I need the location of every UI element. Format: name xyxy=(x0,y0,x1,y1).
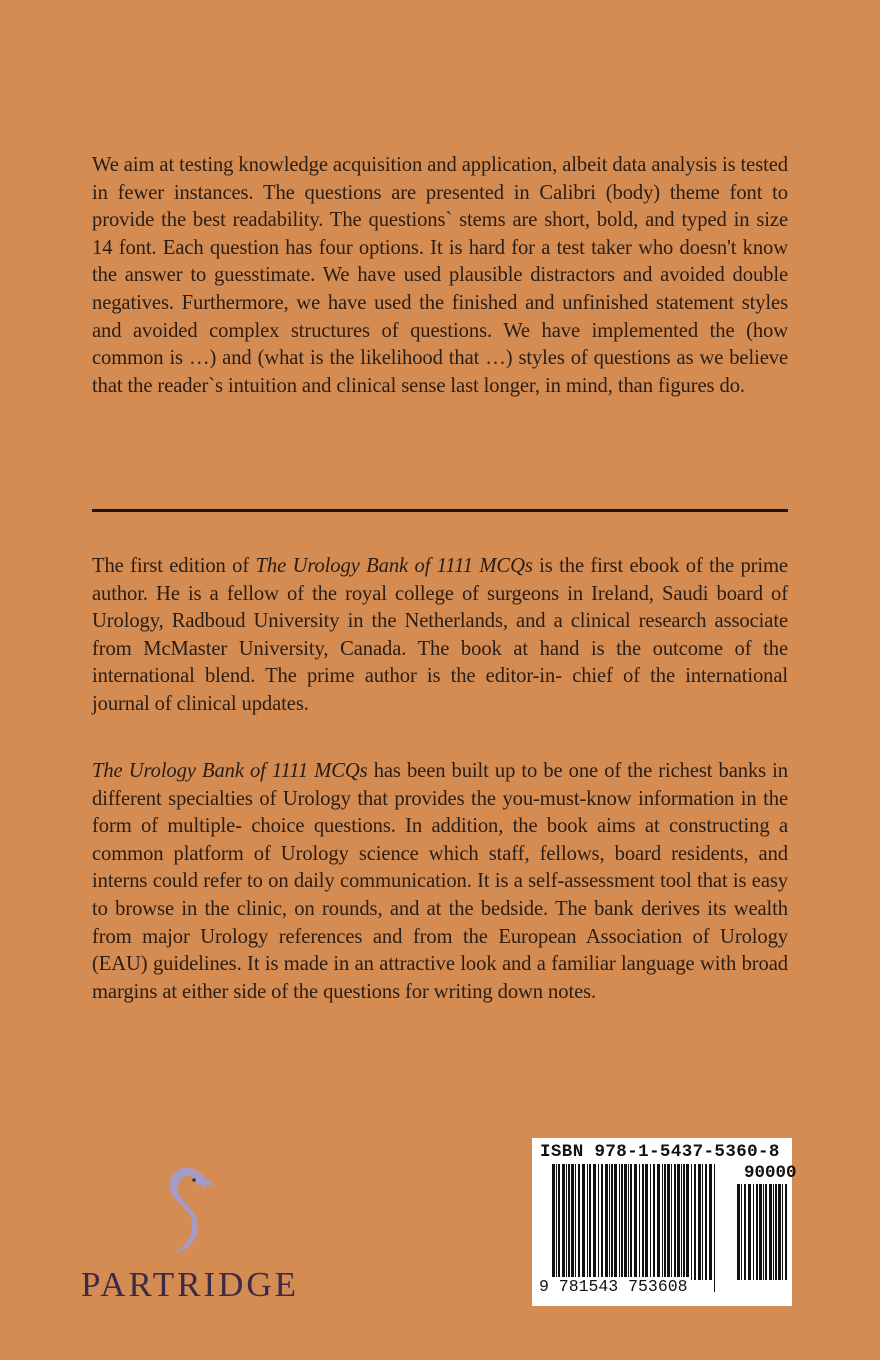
barcode-bar xyxy=(653,1164,655,1280)
barcode-bar xyxy=(566,1164,567,1280)
barcode-bar xyxy=(575,1164,576,1280)
partridge-bird-icon xyxy=(150,1158,220,1258)
barcode-bar xyxy=(664,1164,666,1280)
barcode-bar xyxy=(650,1164,651,1280)
barcode-bar xyxy=(634,1164,637,1292)
barcode-bar xyxy=(705,1164,707,1280)
barcode-bar xyxy=(601,1164,603,1280)
barcode-bar xyxy=(621,1164,623,1280)
barcode-bar xyxy=(769,1184,772,1280)
isbn-number: ISBN 978-1-5437-5360-8 xyxy=(540,1142,780,1162)
barcode-bar xyxy=(657,1164,660,1280)
section-divider xyxy=(92,509,788,512)
barcode-bar xyxy=(763,1184,764,1280)
barcode-bar xyxy=(782,1184,783,1280)
barcode-bar xyxy=(593,1164,596,1280)
barcode-bar xyxy=(624,1164,627,1280)
barcode-bar xyxy=(642,1164,644,1280)
barcode-bar xyxy=(759,1184,762,1280)
price-addon-bars xyxy=(737,1184,787,1292)
ean-digits: 9 781543 753608 xyxy=(539,1277,688,1296)
price-code: 90000 xyxy=(744,1163,797,1183)
barcode-bar xyxy=(667,1164,670,1280)
book-title: The Urology Bank of 1111 MCQs xyxy=(255,555,533,577)
barcode-bar xyxy=(552,1164,555,1292)
barcode-bar xyxy=(683,1164,685,1280)
ean-barcode-bars xyxy=(552,1164,716,1292)
barcode-bar xyxy=(785,1184,787,1280)
isbn-barcode xyxy=(532,1138,797,1306)
publisher-name: PARTRIDGE xyxy=(80,1265,300,1304)
barcode-bar xyxy=(571,1164,574,1280)
barcode-bar xyxy=(737,1184,740,1280)
barcode-bar xyxy=(748,1184,751,1280)
barcode-bar xyxy=(605,1164,608,1280)
barcode-bar xyxy=(630,1164,632,1280)
barcode-bar xyxy=(578,1164,580,1280)
book-title: The Urology Bank of 1111 MCQs xyxy=(92,760,368,782)
barcode-bar xyxy=(694,1164,696,1280)
barcode-bar xyxy=(568,1164,570,1280)
barcode-bar xyxy=(691,1164,692,1280)
intro-paragraph: We aim at testing knowledge acquisition and application, albeit data analysis is tested in fewer instances. The questions are presented in Calibri (body) theme font to provide the best readability. The questions` stems are short, bold, and typed in size 14 font. Each question has four options. It is hard for a test taker who doesn't know the answer to guesstimate. We have used plausible distractors and avoided double negatives. Furthermore, we have used the finished and unfinished statement styles and avoided complex structures of questions. We have implemented the (how common is …) and (what is the likelihood that …) styles of questions as we believe that the reader`s intuition and clinical sense last longer, in mind, than figures do. xyxy=(92,154,788,397)
barcode-bar xyxy=(558,1164,560,1280)
barcode-bar xyxy=(775,1184,777,1280)
barcode-bar xyxy=(753,1184,754,1280)
barcode-bar xyxy=(744,1184,746,1280)
barcode-bar xyxy=(619,1164,620,1280)
barcode-bar xyxy=(556,1164,557,1292)
barcode-bar xyxy=(741,1184,742,1280)
barcode-bar xyxy=(702,1164,703,1280)
description-paragraph: The Urology Bank of 1111 MCQs has been built up to be one of the richest banks in different specialties of Urology that provides the you-must-know information in the form of multiple- choice questions. In addition, the book aims at constructing a common platform of Urology science which staff, fellows, board residents, and interns could refer to on daily communication. It is a self-assessment tool that is easy to browse in the clinic, on rounds, and at the bedside. The bank derives its wealth from major Urology references and from the European Association of Urology (EAU) guidelines. It is made in an attractive look and a familiar language with broad margins at either side of the questions for writing down notes. xyxy=(92,760,788,1003)
barcode-bar xyxy=(677,1164,680,1280)
barcode-bar xyxy=(589,1164,591,1280)
barcode-bar xyxy=(582,1164,585,1280)
barcode-bar xyxy=(756,1184,758,1280)
barcode-bar xyxy=(639,1164,640,1280)
barcode-bar xyxy=(662,1164,663,1280)
barcode-bar xyxy=(686,1164,689,1280)
barcode-bar xyxy=(765,1184,767,1280)
barcode-bar xyxy=(614,1164,617,1280)
barcode-bar xyxy=(611,1164,613,1280)
author-paragraph: The first edition of The Urology Bank of 1111 MCQs is the first ebook of the prime author. He is a fellow of the royal college of surgeons in Ireland, Saudi board of Urology, Radboud University in the Netherlands, and a clinical research associate from McMaster University, Canada. The book at hand is the outcome of the international blend. The prime author is the editor-in- chief of the international journal of clinical updates. xyxy=(92,555,788,715)
barcode-bar xyxy=(681,1164,682,1280)
barcode-bar xyxy=(698,1164,701,1280)
barcode-bar xyxy=(645,1164,648,1280)
barcode-bar xyxy=(671,1164,672,1280)
barcode-bar xyxy=(714,1164,715,1292)
barcode-bar xyxy=(598,1164,599,1280)
barcode-bar xyxy=(709,1164,712,1280)
barcode-bar xyxy=(773,1184,774,1280)
barcode-bar xyxy=(587,1164,588,1280)
barcode-bar xyxy=(628,1164,629,1280)
barcode-bar xyxy=(674,1164,676,1280)
barcode-bar xyxy=(609,1164,610,1280)
barcode-bar xyxy=(562,1164,565,1280)
barcode-bar xyxy=(778,1184,781,1280)
